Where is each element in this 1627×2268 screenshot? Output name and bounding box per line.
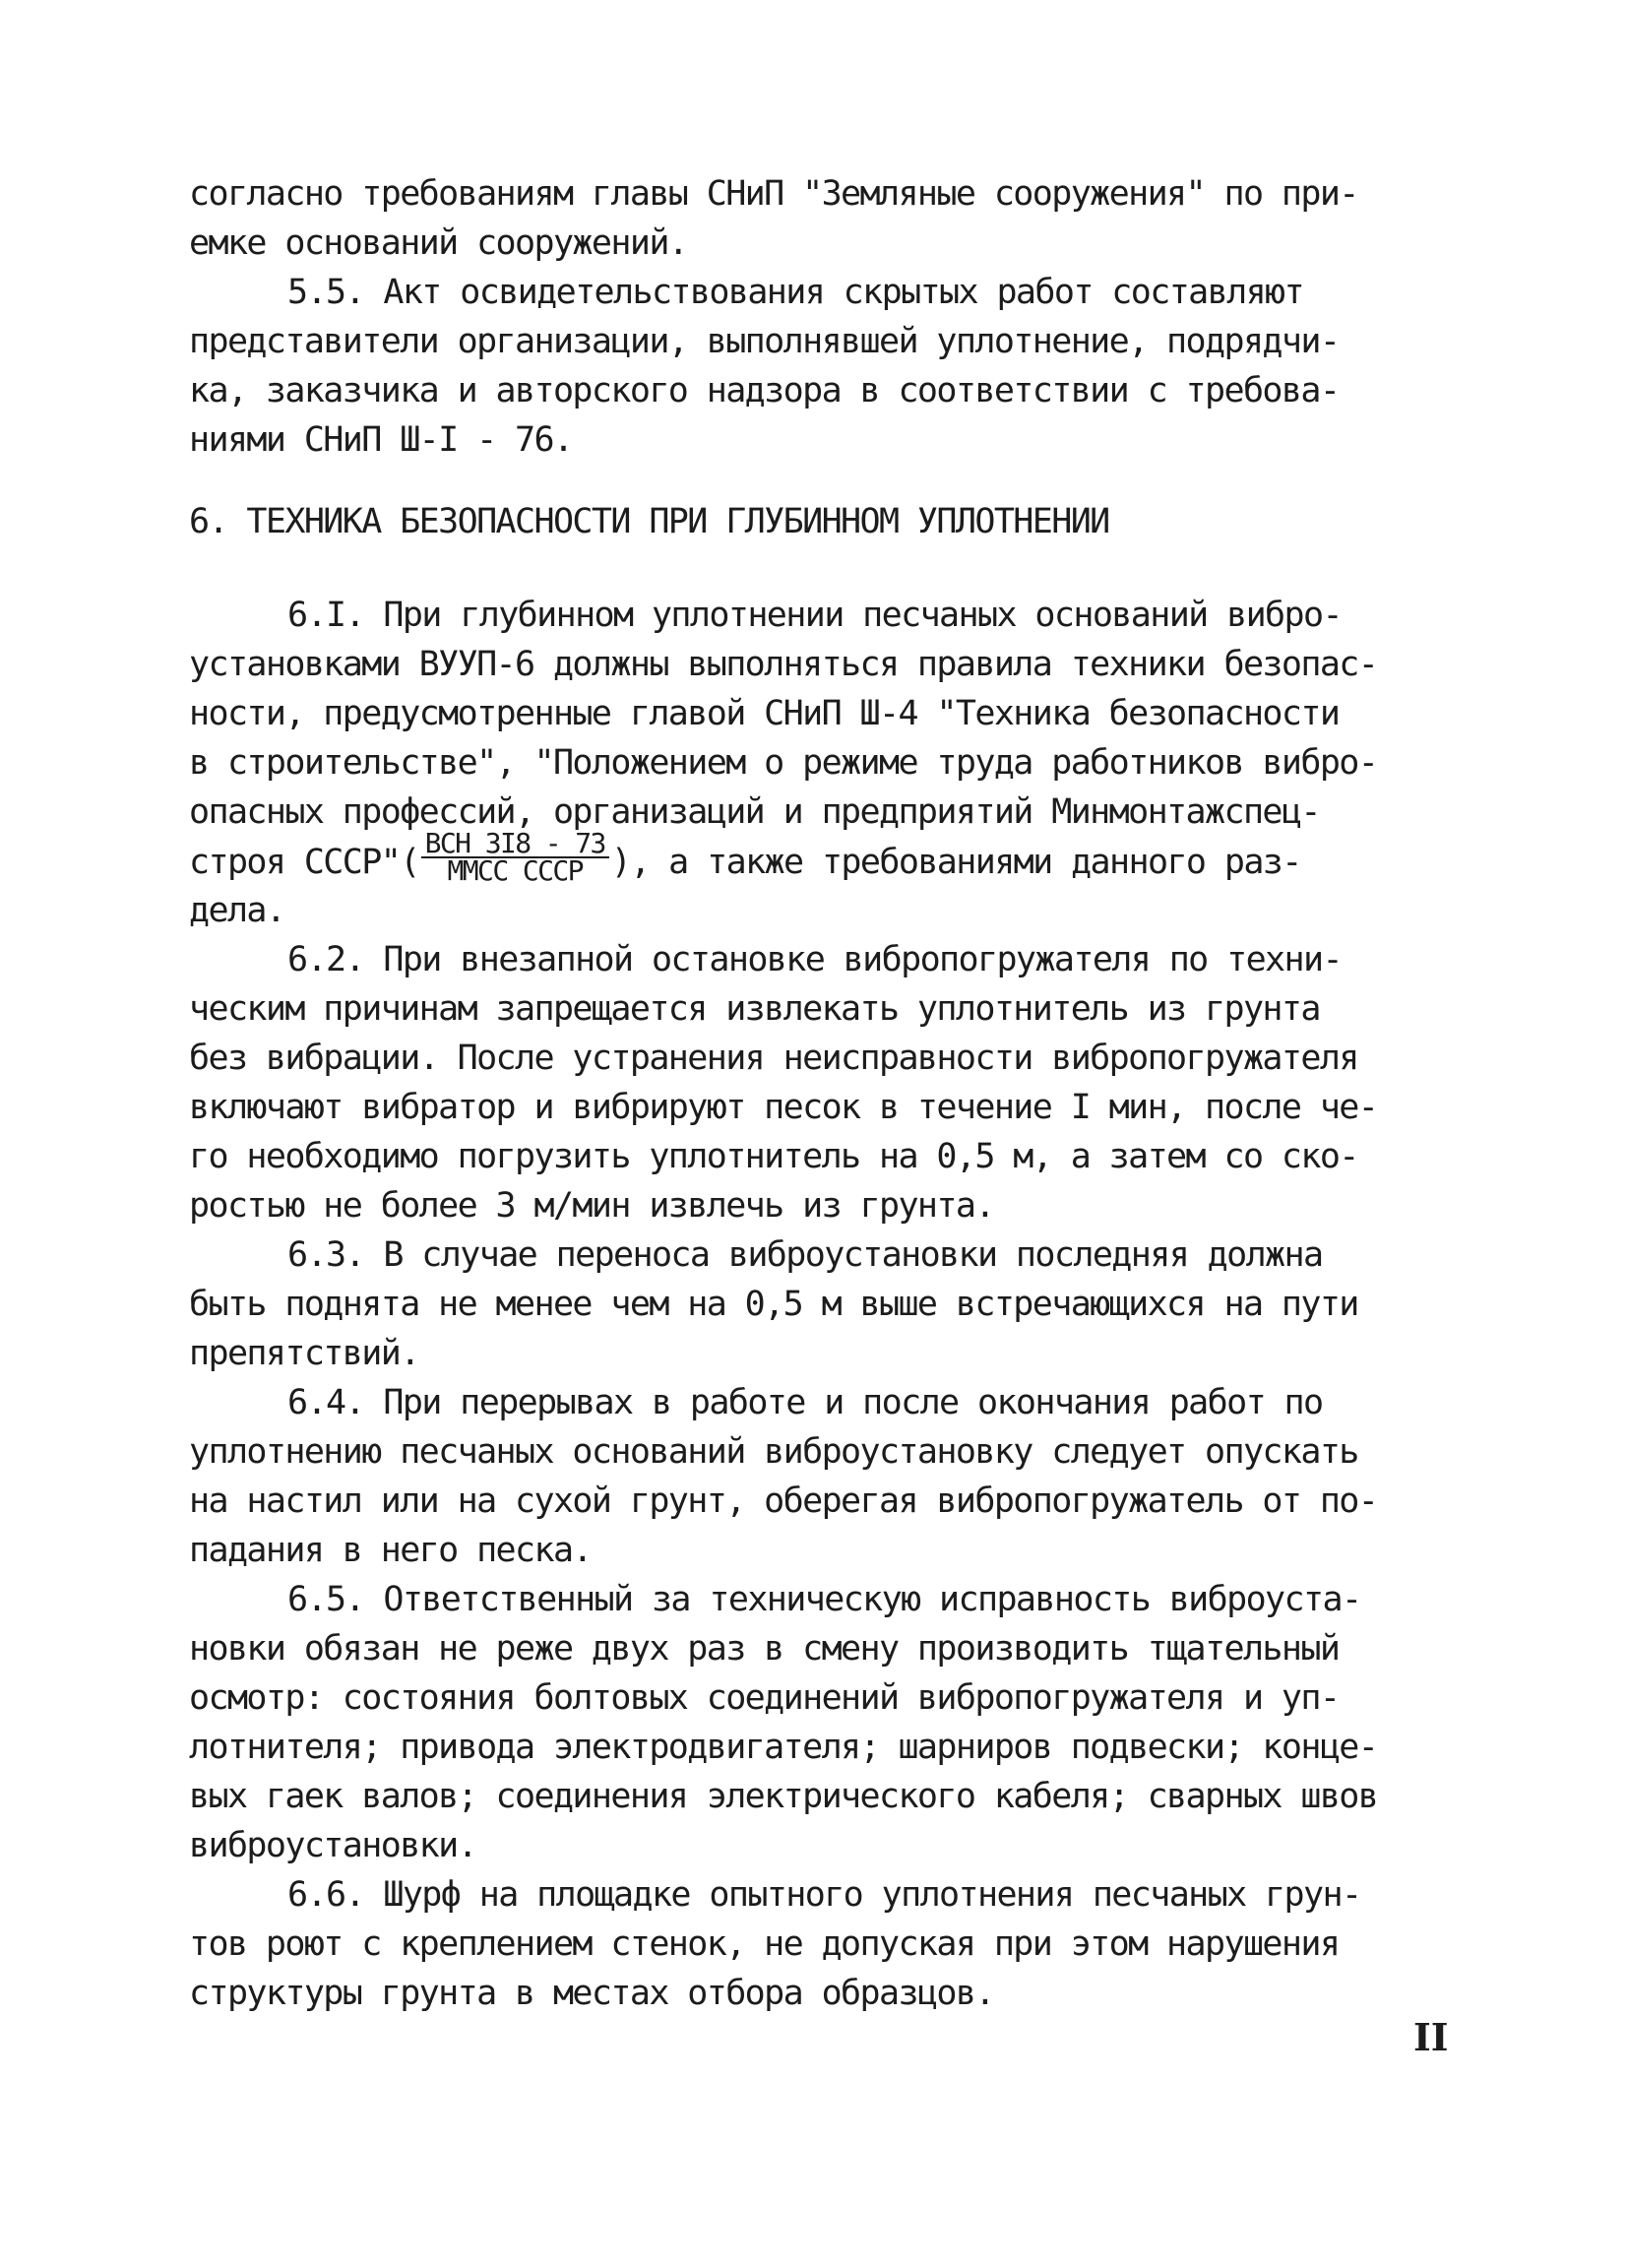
text-line: представители организации, выполнявшей уплотнение, подрядчи- [189,322,1340,361]
text-line: в строительстве", "Положением о режиме труда работников вибро- [189,743,1378,783]
text-line: без вибрации. После устранения неисправности вибропогружателя [189,1039,1358,1078]
fraction-suffix: ), а также требованиями данного раз- [610,843,1301,882]
text-line: виброустановки. [189,1826,477,1865]
text-line: структуры грунта в местах отбора образцов. [189,1974,994,2013]
text-line: новки обязан не реже двух раз в смену производить тщательный [189,1629,1340,1669]
text-line: вых гаек валов; соединения электрического кабеля; сварных швов [189,1777,1378,1816]
standard-fraction [421,827,609,887]
text-line: уплотнению песчаных оснований виброустановку следует опускать [189,1432,1358,1472]
text-line-with-fraction [189,827,1469,887]
text-line: го необходимо погрузить уплотнитель на 0,5 м, а затем со ско- [189,1137,1358,1176]
text-line: лотнителя; привода электродвигателя; шарниров подвески; конце- [189,1728,1378,1767]
page-number: II [1413,2015,1449,2059]
text-line: установками ВУУП-6 должны выполняться правила техники безопас- [189,645,1378,684]
paragraph-6-3-start: 6.3. В случае переноса виброустановки последняя должна [287,1235,1323,1275]
fraction-prefix: строя СССР"( [189,843,419,882]
text-line: ка, заказчика и авторского надзора в соответствии с требова- [189,371,1340,410]
paragraph-6-1-start: 6.I. При глубинном уплотнении песчаных оснований вибро- [287,596,1342,635]
paragraph-5-5-start: 5.5. Акт освидетельствования скрытых работ составляют [287,273,1304,312]
text-line: тов роют с креплением стенок, не допуская при этом нарушения [189,1924,1340,1964]
text-line: опасных профессий, организаций и предприятий Минмонтажспец- [189,792,1320,832]
text-line: падания в него песка. [189,1531,592,1570]
text-line: на настил или на сухой грунт, оберегая вибропогружатель от по- [189,1481,1378,1521]
text-line: включают вибратор и вибрируют песок в течение I мин, после че- [189,1088,1378,1127]
paragraph-6-1 [189,591,1469,935]
text-line: препятствий. [189,1334,419,1373]
fraction-denominator: ММСС СССР [447,854,583,887]
text-line: емке оснований сооружений. [189,223,688,263]
paragraph-6-6-start: 6.6. Шурф на площадке опытного уплотнения песчаных грун- [287,1875,1361,1915]
text-line: быть поднята не менее чем на 0,5 м выше встречающихся на пути [189,1285,1358,1324]
paragraph-6-4-start: 6.4. При перерывах в работе и после окончания работ по [287,1383,1323,1422]
text-line: согласно требованиям главы СНиП "Земляные сооружения" по при- [189,174,1358,214]
paragraph-6-5-start: 6.5. Ответственный за техническую исправность виброуста- [287,1580,1361,1619]
text-line: ности, предусмотренные главой СНиП Ш-4 "Техника безопасности [189,694,1340,733]
paragraph-6-2-start: 6.2. При внезапной остановке вибропогружателя по техни- [287,940,1342,979]
text-line: дела. [189,891,285,930]
text-line: ростью не более 3 м/мин извлечь из грунта. [189,1186,994,1226]
fraction-numerator: ВСН 3I8 - 73 [421,831,609,858]
text-line: осмотр: состояния болтовых соединений вибропогружателя и уп- [189,1678,1340,1718]
paragraphs-6-2-to-6-6 [189,935,1469,2018]
section-6-heading: 6. ТЕХНИКА БЕЗОПАСНОСТИ ПРИ ГЛУБИННОМ УПЛОТНЕНИИ [189,502,1109,541]
text-line: ческим причинам запрещается извлекать уплотнитель из грунта [189,989,1320,1029]
section-5-continuation [189,169,1469,465]
text-line: ниями СНиП Ш-I - 76. [189,420,573,460]
